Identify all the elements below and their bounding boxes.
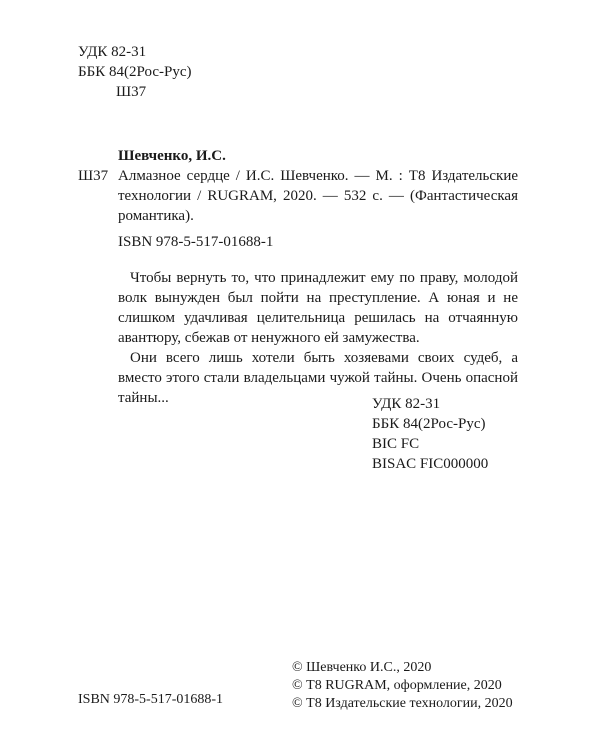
bbk-code: ББК 84(2Рос-Рус) [372, 416, 486, 432]
author-name: Шевченко, И.С. [118, 148, 226, 164]
copyright-line: © Т8 Издательские технологии, 2020 [292, 696, 513, 711]
annotation-paragraph: Чтобы вернуть то, что принадлежит ему по праву, молодой волк вынужден был пойти на преступление. А юная и не слишком удачливая целительница решилась на отчаянную авантюру, сбежав от ненужного ей замужества. [118, 270, 518, 346]
bibliographic-description: Алмазное сердце / И.С. Шевченко. — М. : Т8 Издательские технологии / RUGRAM, 2020. — 532 с. — (Фантастическая романтика). [118, 168, 518, 224]
bbk-code: ББК 84(2Рос-Рус) [78, 64, 192, 80]
copyright-block [292, 658, 513, 712]
annotation [118, 268, 518, 408]
bottom-classification-block [372, 394, 488, 474]
bic-code: BIC FC [372, 436, 420, 452]
annotation-paragraph: Они всего лишь хотели быть хозяевами своих судеб, а вместо этого стали владельцами чужой тайны. Очень опасной тайны... [118, 350, 518, 406]
isbn-bottom: ISBN 978-5-517-01688-1 [78, 692, 224, 707]
copyright-line: © Т8 RUGRAM, оформление, 2020 [292, 678, 502, 693]
udk-code: УДК 82-31 [372, 396, 441, 412]
copyright-line: © Шевченко И.С., 2020 [292, 660, 432, 675]
isbn-main: ISBN 978-5-517-01688-1 [118, 234, 274, 250]
bib-author-mark: Ш37 [78, 168, 109, 184]
top-classification-block [78, 42, 191, 102]
udk-code: УДК 82-31 [78, 44, 147, 60]
author-mark: Ш37 [116, 84, 147, 100]
bisac-code: BISAC FIC000000 [372, 456, 489, 472]
